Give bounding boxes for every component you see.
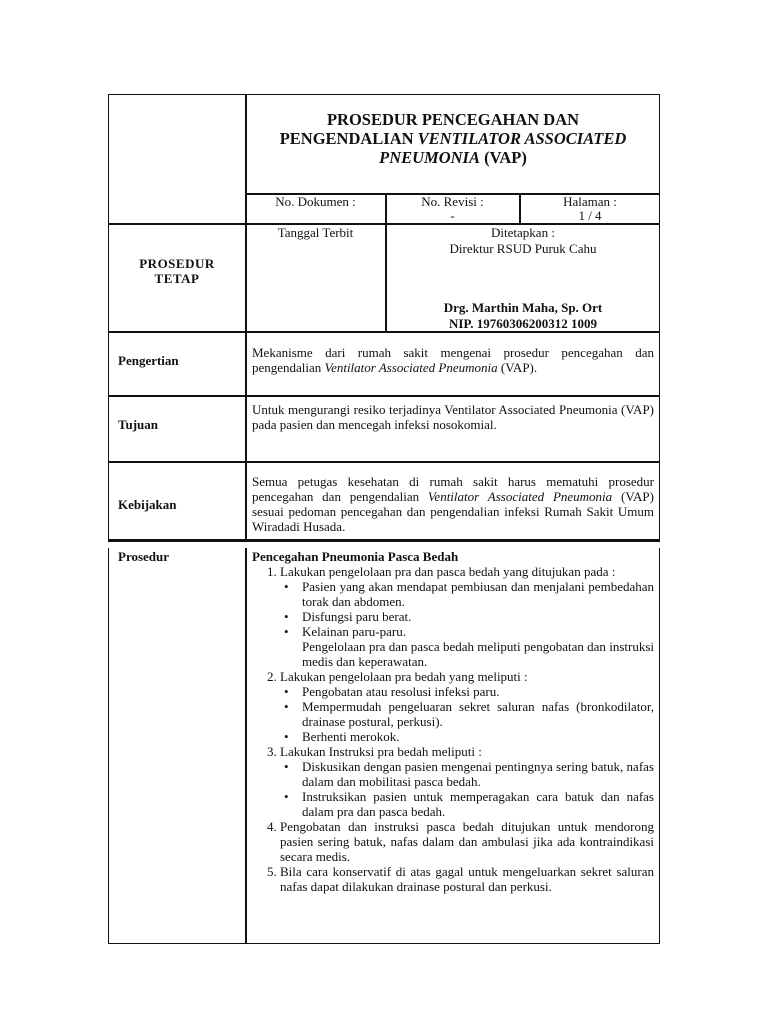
pengertian-divider (108, 395, 660, 397)
no-revisi-label: No. Revisi : (421, 194, 484, 209)
halaman-label: Halaman : (563, 194, 617, 209)
prosedur-step-bullets (280, 759, 654, 819)
halaman-value: 1 / 4 (578, 208, 602, 223)
prosedur-content (252, 549, 654, 894)
prosedur-tetap-line-2: TETAP (154, 271, 200, 286)
kebijakan-divider (108, 540, 660, 542)
ditetapkan-label: Ditetapkan : (491, 225, 555, 240)
pengertian-label: Pengertian (118, 353, 179, 368)
prosedur-bullet-item: • Mempermudah pengeluaran sekret saluran nafas (bronkodilator, drainase postural, perkusi). (302, 699, 654, 729)
pengertian-text-b: Ventilator Associated Pneumonia (324, 360, 498, 375)
pengertian-text-c: (VAP). (497, 360, 538, 375)
signatory-name: Drg. Marthin Maha, Sp. Ort (443, 300, 603, 315)
prosedur-step-text: Bila cara konservatif di atas gagal untuk mengeluarkan sekret saluran nafas dapat dilakukan drainase postural dan perkusi. (280, 864, 654, 894)
tanggal-terbit-label: Tanggal Terbit (277, 225, 354, 240)
tujuan-label: Tujuan (118, 417, 158, 432)
kebijakan-paragraph (252, 474, 654, 534)
prosedur-tetap-line-1: PROSEDUR (139, 256, 215, 271)
kebijakan-text-a: Semua petugas kesehatan di rumah sakit harus mematuhi prosedur pencegahan dan pengendalian (252, 474, 654, 504)
prosedur-step (280, 669, 654, 744)
prosedur-column-divider (245, 548, 247, 944)
prosedur-step-text: Pengobatan dan instruksi pasca bedah ditujukan untuk mendorong pasien sering batuk, nafas dalam dan ambulasi jika ada kontraindikasi secara medis. (280, 819, 654, 864)
title-line-2b: VENTILATOR ASSOCIATED (417, 129, 627, 148)
prosedur-bullet-item: • Kelainan paru-paru. (302, 624, 654, 639)
prosedur-subtitle: Pencegahan Pneumonia Pasca Bedah (252, 549, 459, 564)
title-line-1: PROSEDUR PENCEGAHAN DAN (326, 110, 580, 129)
prosedur-steps (252, 564, 654, 894)
tujuan-paragraph: Untuk mengurangi resiko terjadinya Ventilator Associated Pneumonia (VAP) pada pasien dan mencegah infeksi nosokomial. (252, 402, 654, 432)
document-header (108, 94, 660, 540)
prosedur-bullet-item: • Berhenti merokok. (302, 729, 654, 744)
prosedur-step (280, 564, 654, 669)
prosedur-step-text: Lakukan Instruksi pra bedah meliputi : (280, 744, 482, 759)
title-line-2 (246, 129, 660, 148)
tujuan-text (252, 402, 654, 432)
prosedur-step-bullets (280, 579, 654, 639)
signatory-nip: NIP. 19760306200312 1009 (449, 316, 597, 331)
prosedur-bullet-item: • Disfungsi paru berat. (302, 609, 654, 624)
prosedur-bullet-item: • Diskusikan dengan pasien mengenai pentingnya sering batuk, nafas dalam dan mobilitasi pasca bedah. (302, 759, 654, 789)
prosedur-step-bullets (280, 684, 654, 744)
prosedur-label: Prosedur (118, 549, 170, 564)
kebijakan-label: Kebijakan (118, 497, 177, 512)
title-line-3a: PNEUMONIA (379, 148, 480, 167)
tujuan-divider (108, 461, 660, 463)
title-line-3 (246, 148, 660, 167)
prosedur-step (280, 864, 654, 894)
prosedur-step (280, 744, 654, 819)
prosedur-bullet-item: • Pengobatan atau resolusi infeksi paru. (302, 684, 654, 699)
title-line-3b: (VAP) (479, 148, 527, 167)
no-dokumen-label: No. Dokumen : (275, 194, 356, 209)
prosedur-step-text: Lakukan pengelolaan pra dan pasca bedah yang ditujukan pada : (280, 564, 616, 579)
prosedur-tetap-label (108, 256, 246, 286)
title-line-2a: PENGENDALIAN (279, 129, 418, 148)
prosedur-bullet-item: • Instruksikan pasien untuk memperagakan cara batuk dan nafas dalam pra dan pasca bedah. (302, 789, 654, 819)
sop-document (108, 94, 660, 894)
document-title (246, 110, 660, 167)
kebijakan-text-c: (VAP) sesuai pedoman pencegahan dan pengendalian infeksi Rumah Sakit Umum Wiradadi Husada. (252, 489, 654, 534)
prosedur-step-text: Lakukan pengelolaan pra bedah yang meliputi : (280, 669, 528, 684)
pengertian-text (252, 345, 654, 375)
kebijakan-text-b: Ventilator Associated Pneumonia (427, 489, 613, 504)
prosedur-section (108, 548, 660, 944)
direktur-label: Direktur RSUD Puruk Cahu (449, 241, 597, 256)
prosedur-bullet-item: • Pasien yang akan mendapat pembiusan dan menjalani pembedahan torak dan abdomen. (302, 579, 654, 609)
prosedur-step-note: Pengelolaan pra dan pasca bedah meliputi pengobatan dan instruksi medis dan keperawatan. (302, 639, 654, 669)
protap-divider (108, 331, 660, 333)
kebijakan-text (252, 474, 654, 534)
pengertian-paragraph (252, 345, 654, 375)
logo-divider (108, 223, 245, 225)
pengertian-text-a: Mekanisme dari rumah sakit mengenai prosedur pencegahan dan pengendalian (252, 345, 654, 375)
no-revisi-value: - (450, 208, 455, 223)
prosedur-step (280, 819, 654, 864)
